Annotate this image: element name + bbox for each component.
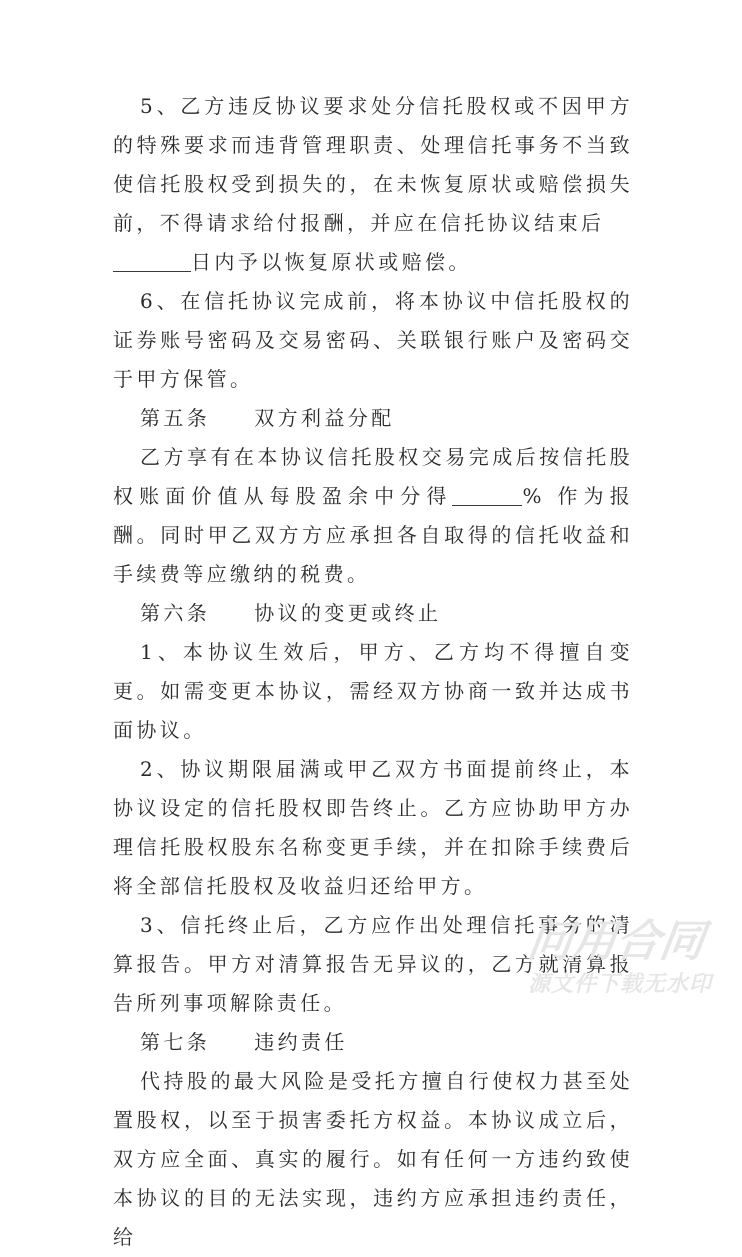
article-7-body: 代持股的最大风险是受托方擅自行使权力甚至处置股权，以至于损害委托方权益。本协议成立后，双方应全面、真实的履行。如有任何一方违约致使本协议的目的无法实现，违约方应承担违约责任，给 bbox=[113, 1069, 633, 1249]
clause-text: % 作为报酬。同时甲乙双方方应承担各自取得的信托收益和手续费等应缴纳的税费。 bbox=[113, 484, 633, 586]
clause-text: 5、乙方违反协议要求处分信托股权或不因甲方的特殊要求而违背管理职责、处理信托事务不当致使信托股权受到损失的，在未恢复原状或赔偿损失前，不得请求给付报酬，并应在信托协议结束后 bbox=[113, 94, 633, 235]
article-7-heading bbox=[113, 1023, 633, 1062]
article-5-heading bbox=[113, 399, 633, 438]
article-6-heading bbox=[113, 594, 633, 633]
article-title: 协议的变更或终止 bbox=[254, 601, 442, 625]
clause-text: 乙方享有在本协议信托股权交易完成后按信托股权账面价值从每股盈余中分得 bbox=[113, 445, 633, 508]
article-6-item-2: 2、协议期限届满或甲乙双方书面提前终止，本协议设定的信托股权即告终止。乙方应协助甲方办理信托股权股东名称变更手续，并在扣除手续费后将全部信托股权及收益归还给甲方。 bbox=[113, 757, 633, 898]
document-page bbox=[113, 87, 633, 1257]
article-title: 违约责任 bbox=[254, 1030, 348, 1054]
article-number: 第五条 bbox=[140, 406, 211, 430]
watermark bbox=[524, 916, 728, 1000]
watermark-subtitle: 源文件下载无水印 bbox=[528, 972, 713, 997]
watermark-brand: 问用合同 bbox=[524, 916, 708, 967]
fill-in-blank-percent bbox=[452, 485, 522, 506]
clause-text-tail: 日内予以恢复原状或赔偿。 bbox=[191, 250, 472, 274]
article-5-body bbox=[113, 438, 633, 594]
article-number: 第六条 bbox=[140, 601, 211, 625]
fill-in-blank-days bbox=[113, 251, 191, 272]
clause-4-item-5 bbox=[113, 87, 633, 282]
article-number: 第七条 bbox=[140, 1030, 211, 1054]
article-6-item-1: 1、本协议生效后，甲方、乙方均不得擅自变更。如需变更本协议，需经双方协商一致并达成书面协议。 bbox=[113, 640, 633, 742]
article-6-item-3: 3、信托终止后，乙方应作出处理信托事务的清算报告。甲方对清算报告无异议的，乙方就清算报告所列事项解除责任。 bbox=[113, 913, 633, 1015]
article-title: 双方利益分配 bbox=[254, 406, 395, 430]
clause-4-item-6: 6、在信托协议完成前，将本协议中信托股权的证券账号密码及交易密码、关联银行账户及密码交于甲方保管。 bbox=[113, 289, 633, 391]
